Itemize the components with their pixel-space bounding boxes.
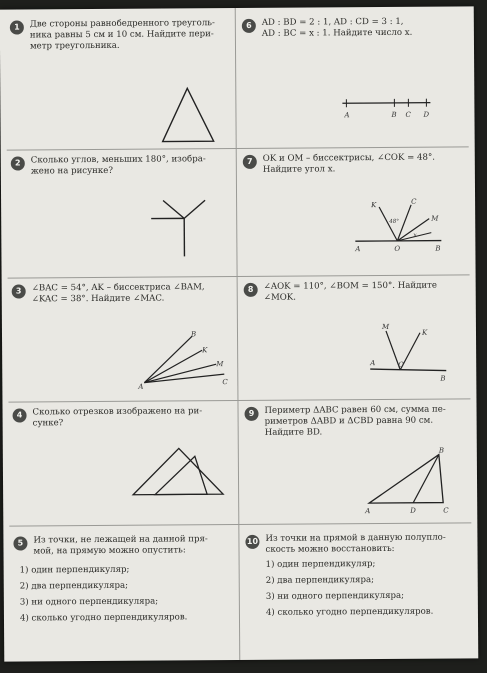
point-label: O: [394, 244, 401, 253]
problem-1: [8, 18, 233, 148]
problem-9: [243, 404, 472, 522]
triangle-with-cevian-figure: [363, 447, 453, 516]
problem-text: ∠BAC = 54°, AK – биссектриса ∠BAM, ∠KAC = 38°. Найдите ∠MAC.: [31, 282, 205, 305]
point-label: C: [405, 110, 411, 119]
point-label: C: [411, 197, 417, 206]
answer-option[interactable]: 1) один перпендикуляр;: [19, 564, 130, 576]
point-label: B: [391, 110, 397, 119]
point-label: D: [423, 110, 430, 119]
rays-figure: [149, 194, 219, 260]
problem-number: 10: [245, 535, 259, 549]
point-label: B: [435, 244, 441, 253]
problem-number: 2: [11, 156, 25, 170]
point-label: A: [355, 245, 361, 254]
problem-8: [242, 280, 471, 398]
angle-rays-figure: [136, 328, 232, 391]
problem-text: OK и OM – биссектрисы, ∠COK = 48°. Найдите угол x.: [262, 152, 436, 175]
problem-text: Сколько отрезков изображено на ри- сунке?: [32, 406, 203, 429]
answer-option[interactable]: 4) сколько угодно перпендикуляров.: [265, 606, 434, 618]
problem-text: Две стороны равнобедренного треуголь- ника равны 5 см и 10 см. Найдите пери- метр треугольника.: [29, 18, 215, 52]
problem-number: 7: [243, 155, 257, 169]
problem-text: AD : BD = 2 : 1, AD : CD = 3 : 1, AD : BC = x : 1. Найдите число x.: [261, 16, 413, 39]
problem-number: 3: [12, 284, 26, 298]
answer-option[interactable]: 2) два перпендикуляра;: [19, 580, 129, 592]
point-label: B: [440, 374, 446, 383]
point-label: B: [438, 446, 445, 455]
point-label: A: [365, 507, 371, 516]
point-label: B: [190, 330, 197, 339]
point-label: K: [421, 328, 428, 337]
bisector-angle-figure: [349, 197, 445, 256]
problem-text: ∠AOK = 110°, ∠BOM = 150°. Найдите ∠MOK.: [263, 280, 437, 303]
problem-4: [11, 406, 236, 524]
segment-figure: [336, 93, 436, 124]
problem-number: 4: [13, 408, 27, 422]
point-label: A: [138, 382, 144, 391]
problem-2: [9, 154, 234, 276]
point-label: M: [381, 322, 390, 332]
unknown-angle-label: x: [413, 231, 417, 239]
problem-5: [11, 530, 236, 658]
problem-number: 6: [242, 19, 256, 33]
problem-text: Периметр ΔABC равен 60 см, сумма пе- риметров ΔABD и ΔCBD равна 90 см. Найдите BD.: [264, 404, 446, 438]
problem-text: Сколько углов, меньших 180°, изобра- жено на рисунке?: [30, 154, 206, 177]
point-label: K: [202, 346, 208, 355]
point-label: C: [443, 506, 449, 515]
answer-option[interactable]: 2) два перпендикуляра;: [265, 575, 375, 586]
point-label: D: [410, 506, 416, 515]
problem-10: [243, 528, 472, 656]
problem-text: Из точки, не лежащей на данной пря- мой, на прямую можно опустить:: [33, 534, 208, 557]
overlapping-triangles-figure: [129, 444, 229, 501]
point-label: K: [371, 201, 377, 210]
point-label: C: [222, 378, 228, 387]
problem-3: [10, 282, 235, 400]
problem-number: 9: [245, 407, 259, 421]
point-label: A: [344, 111, 350, 120]
problem-7: [241, 152, 470, 274]
answer-option[interactable]: 4) сколько угодно перпендикуляров.: [19, 612, 188, 624]
problem-text: Из точки на прямой в данную полупло- скость можно восстановить:: [265, 532, 446, 555]
point-label: M: [216, 360, 224, 369]
problem-6: [240, 16, 469, 146]
answer-option[interactable]: 3) ни одного перпендикуляра;: [19, 596, 159, 608]
point-label: O: [398, 360, 404, 369]
problem-number: 1: [10, 20, 24, 34]
answer-option[interactable]: 3) ни одного перпендикуляра;: [265, 590, 405, 602]
point-label: A: [370, 359, 376, 368]
point-label: M: [431, 214, 439, 223]
worksheet-page: [0, 6, 478, 661]
problem-number: 8: [244, 283, 258, 297]
problem-number: 5: [13, 536, 27, 550]
answer-option[interactable]: 1) один перпендикуляр;: [265, 559, 376, 570]
angle-label: 48°: [389, 218, 399, 225]
adjacent-angles-figure: [366, 321, 450, 384]
isosceles-triangle-figure: [158, 86, 218, 144]
